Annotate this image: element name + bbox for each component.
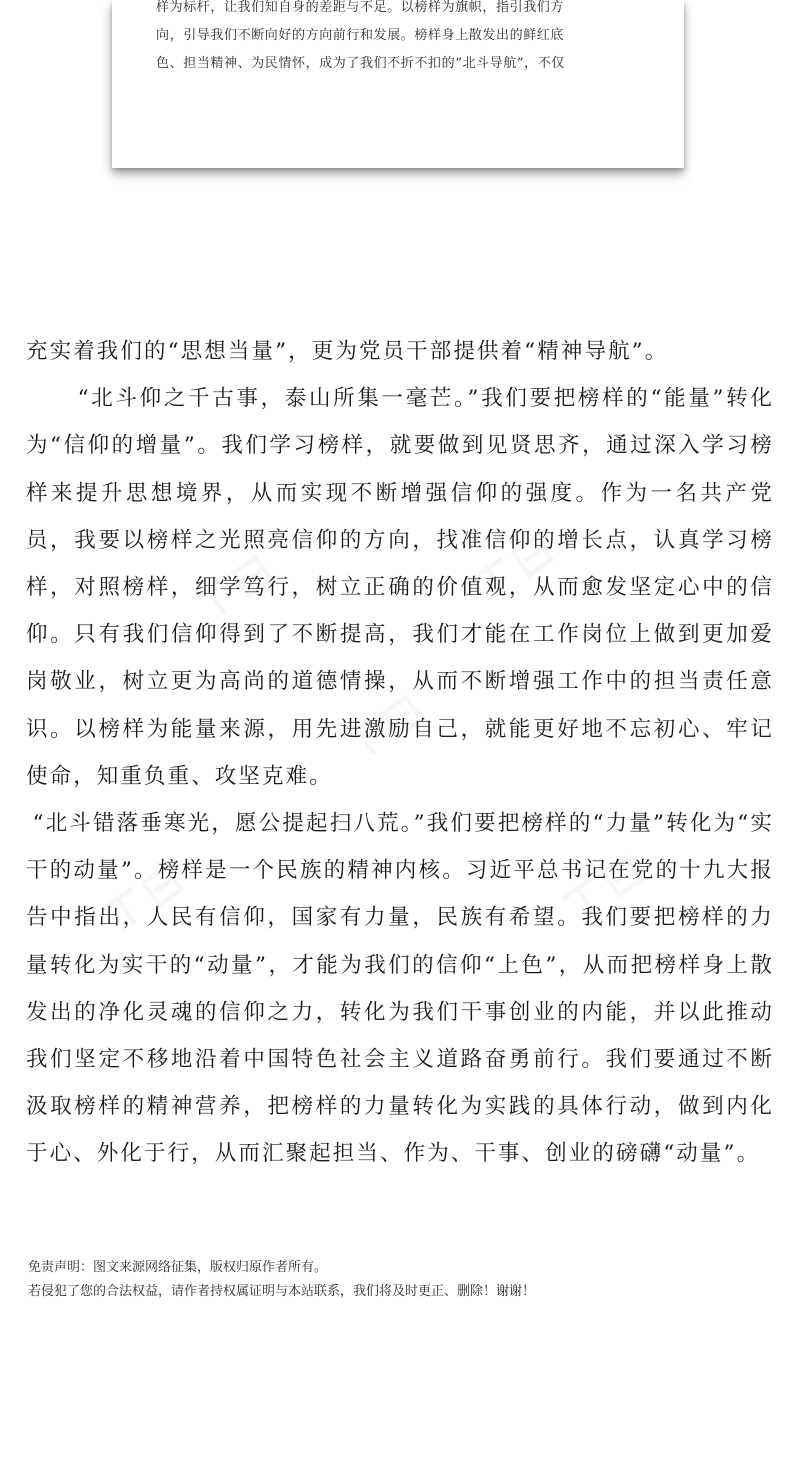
disclaimer-line-1: 免责声明：图文来源网络征集，版权归原作者所有。 xyxy=(28,1260,328,1275)
article-paragraph: 充实着我们的“思想当量”，更为党员干部提供着“精神导航”。 xyxy=(26,339,669,364)
disclaimer-line-2: 若侵犯了您的合法权益，请作者持权属证明与本站联系，我们将及时更正、删除！谢谢！ xyxy=(28,1284,536,1299)
article-paragraph: “北斗错落垂寒光，愿公提起扫八荒。”我们要把榜样的“力量”转化为“实干的动量”。榜样是一个民族的精神内核。习近平总书记在党的十九大报告中指出，人民有信仰，国家有力量，民族有希望。我们要把榜样的力量转化为实干的“动量”，才能为我们的信仰“上色”，从而把榜样身上散发出的净化灵魂的信仰之力，转化为我们干事创业的内能，并以此推动我们坚定不移地沿着中国特色社会主义道路奋勇前行。我们要通过不断汲取榜样的精神营养，把榜样的力量转化为实践的具体行动，做到内化于心、外化于行，从而汇聚起担当、作为、干事、创业的磅礴“动量”。 xyxy=(26,811,774,1167)
watermark-mark: ⊤⊟ xyxy=(332,679,437,775)
preview-line-2: 向，引导我们不断向好的方向前行和发展。榜样身上散发出的鲜红底 xyxy=(156,28,565,43)
disclaimer xyxy=(28,1256,776,1304)
preview-line-3: 色、担当精神、为民情怀，成为了我们不折不扣的“北斗导航”，不仅 xyxy=(156,56,565,71)
watermark-mark: ⊤⊟ xyxy=(92,849,197,945)
watermark-mark: ⊤⊟ xyxy=(182,539,287,635)
watermark-mark: ⊤⊟ xyxy=(462,519,567,615)
watermark-mark: ⊤⊟ xyxy=(552,839,657,935)
document-preview-card xyxy=(112,0,684,168)
article-paragraph: “北斗仰之千古事，泰山所集一毫芒。”我们要把榜样的“能量”转化为“信仰的增量”。我们学习榜样，就要做到见贤思齐，通过深入学习榜样来提升思想境界，从而实现不断增强信仰的强度。作为一名共产党员，我要以榜样之光照亮信仰的方向，找准信仰的增长点，认真学习榜样，对照榜样，细学笃行，树立正确的价值观，从而愈发坚定心中的信仰。只有我们信仰得到了不断提高，我们才能在工作岗位上做到更加爱岗敬业，树立更为高尚的道德情操，从而不断增强工作中的担当责任意识。以榜样为能量来源，用先进激励自己，就能更好地不忘初心、牢记使命，知重负重、攻坚克难。 xyxy=(26,386,774,789)
preview-line-1: 样为标杆，让我们知自身的差距与不足。以榜样为旗帜，指引我们方 xyxy=(156,0,565,15)
article-body xyxy=(26,328,774,1178)
